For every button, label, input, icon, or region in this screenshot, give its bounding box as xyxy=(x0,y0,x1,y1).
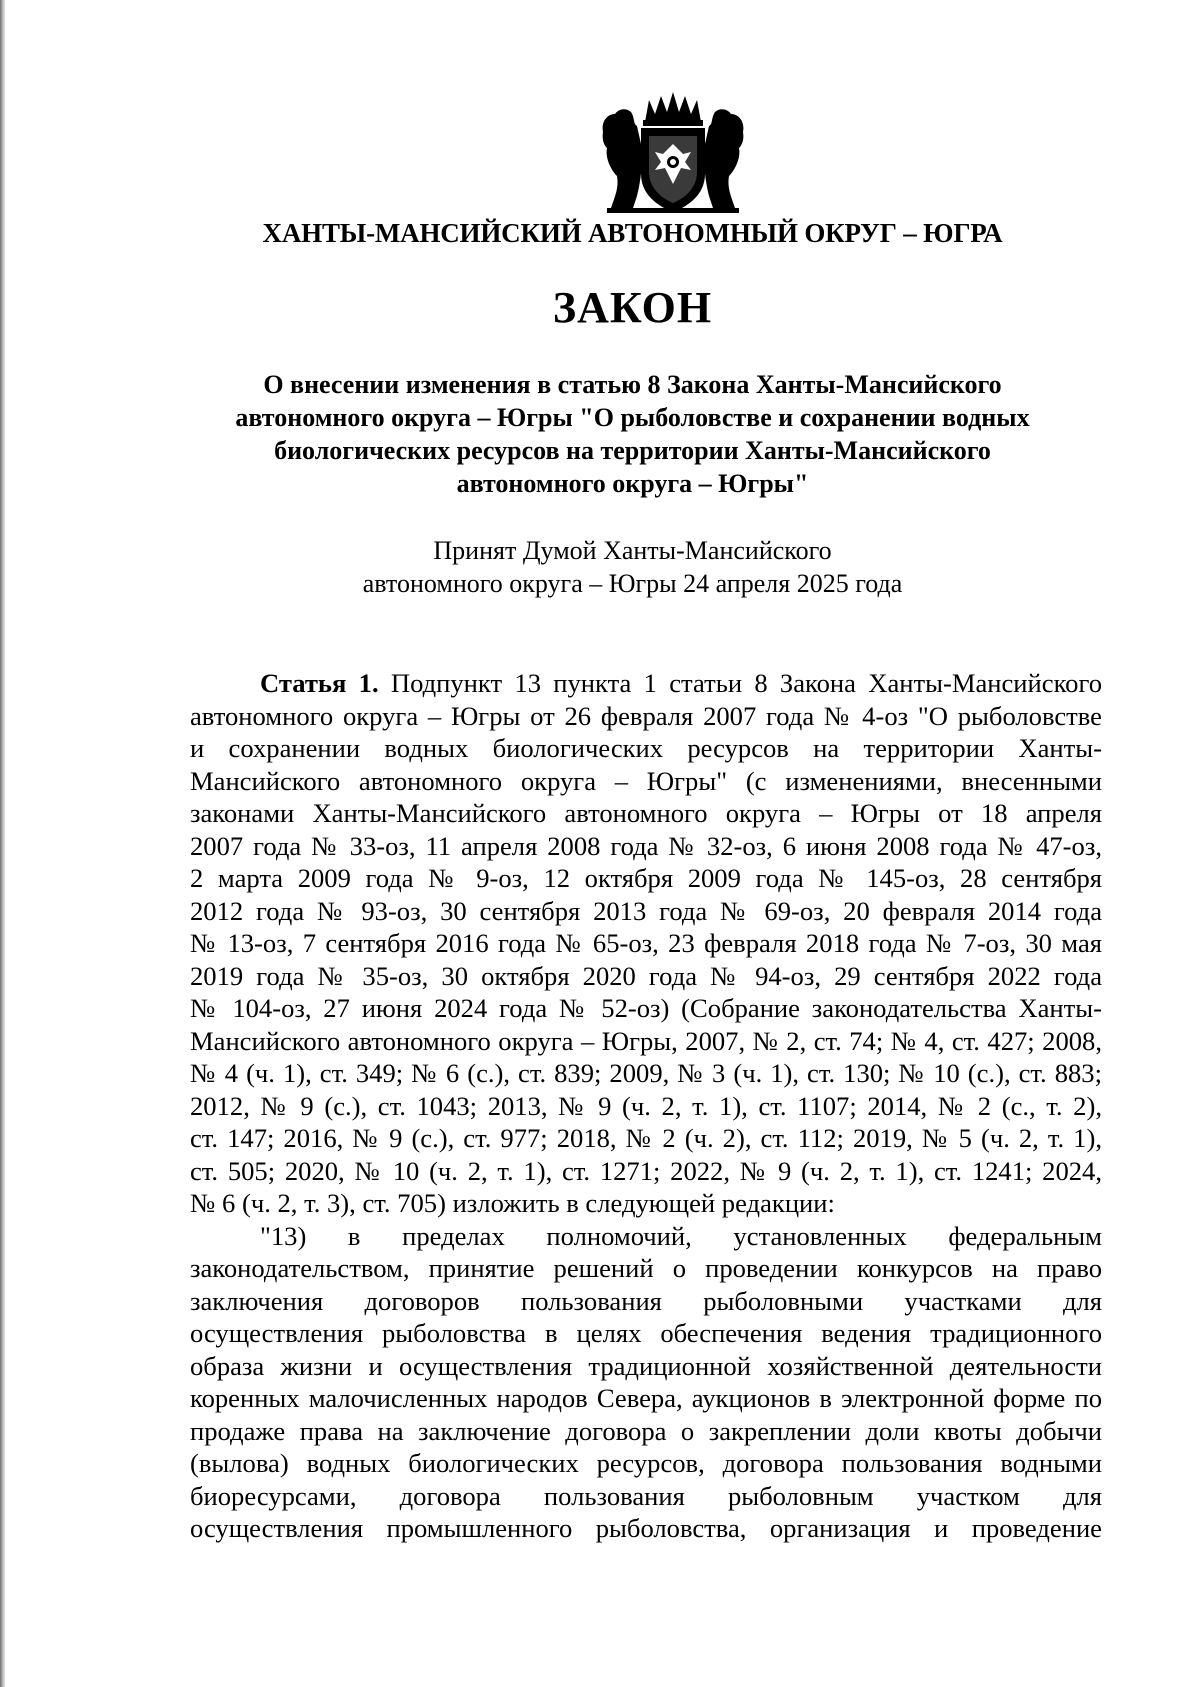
paragraph-line: осуществления промышленного рыболовства, организация и проведение xyxy=(190,1513,1102,1543)
paragraph-line: ст. 505; 2020, № 10 (ч. 2, т. 1), ст. 1271; 2022, № 9 (ч. 2, т. 1), ст. 1241; 2024, xyxy=(190,1155,1102,1186)
article-1-first-line-text: Подпункт 13 пункта 1 статьи 8 Закона Ханты-Мансийского xyxy=(390,668,1102,698)
paragraph-line: № 13-оз, 7 сентября 2016 года № 65-оз, 23 февраля 2018 года № 7-оз, 30 мая xyxy=(190,928,1102,958)
paragraph-line: биоресурсами, договора пользования рыболовным участком для xyxy=(190,1480,1102,1511)
subpoint-13-first-line: "13) в пределах полномочий, установленных федеральным xyxy=(260,1220,1102,1251)
paragraph-line: заключения договоров пользования рыболовными участками для xyxy=(190,1285,1102,1316)
document-type: ЗАКОН xyxy=(552,283,713,332)
paragraph-line: автономного округа – Югры от 26 февраля 2007 года № 4-оз "О рыболовстве xyxy=(190,700,1102,731)
article-1 xyxy=(190,667,1102,1545)
paragraph-line: (вылова) водных биологических ресурсов, договора пользования водными xyxy=(190,1448,1102,1478)
paragraph-line: 2012, № 9 (с.), ст. 1043; 2013, № 9 (ч. 2, т. 1), ст. 1107; 2014, № 2 (с., т. 2), xyxy=(190,1090,1102,1121)
paragraph-line: 2019 года № 35-оз, 30 октября 2020 года № 94-оз, 29 сентября 2022 года xyxy=(190,960,1102,991)
adoption-line: Принят Думой Ханты-Мансийского xyxy=(433,536,832,565)
article-label: Статья 1. xyxy=(260,668,379,698)
paragraph-line: образа жизни и осуществления традиционной хозяйственной деятельности xyxy=(190,1350,1102,1381)
law-title-line: автономного округа – Югры "О рыболовстве и сохранении водных xyxy=(235,403,1030,432)
paragraph-line: законодательством, принятие решений о проведении конкурсов на право xyxy=(190,1253,1102,1283)
law-title xyxy=(200,368,1065,500)
paragraph-line: ст. 147; 2016, № 9 (с.), ст. 977; 2018, № 2 (ч. 2), ст. 112; 2019, № 5 (ч. 2, т. 1), xyxy=(190,1123,1102,1153)
adoption-note xyxy=(200,534,1065,600)
paragraph-line: продаже права на заключение договора о закреплении доли квоты добычи xyxy=(190,1415,1102,1446)
paragraph-line: Мансийского автономного округа – Югры, 2007, № 2, ст. 74; № 4, ст. 427; 2008, xyxy=(190,1025,1102,1056)
law-title-line: автономного округа – Югры" xyxy=(456,469,809,498)
paragraph-line: № 104-оз, 27 июня 2024 года № 52-оз) (Собрание законодательства Ханты- xyxy=(190,993,1102,1023)
law-title-line: биологических ресурсов на территории Ханты-Мансийского xyxy=(274,436,991,465)
region-name: ХАНТЫ-МАНСИЙСКИЙ АВТОНОМНЫЙ ОКРУГ – ЮГРА xyxy=(262,218,1003,248)
paragraph-line: и сохранении водных биологических ресурсов на территории Ханты- xyxy=(190,733,1102,763)
article-1-first-line xyxy=(190,667,1102,700)
paragraph-line: 2 марта 2009 года № 9-оз, 12 октября 2009 года № 145-оз, 28 сентября xyxy=(190,863,1102,893)
law-title-line: О внесении изменения в статью 8 Закона Ханты-Мансийского xyxy=(263,370,1002,399)
adoption-line: автономного округа – Югры 24 апреля 2025 года xyxy=(362,569,903,598)
paragraph-line: 2007 года № 33-оз, 11 апреля 2008 года № 32-оз, 6 июня 2008 года № 47-оз, xyxy=(190,830,1102,861)
paragraph-line: 2012 года № 93-оз, 30 сентября 2013 года № 69-оз, 20 февраля 2014 года xyxy=(190,895,1102,926)
paragraph-line: Мансийского автономного округа – Югры" (с изменениями, внесенными xyxy=(190,765,1102,796)
paragraph-line: осуществления рыболовства в целях обеспечения ведения традиционного xyxy=(190,1318,1102,1348)
paragraph-line: законами Ханты-Мансийского автономного округа – Югры от 18 апреля xyxy=(190,798,1102,828)
coat-of-arms-icon xyxy=(597,92,749,214)
paragraph-line: № 6 (ч. 2, т. 3), ст. 705) изложить в следующей редакции: xyxy=(190,1188,835,1218)
paragraph-line: коренных малочисленных народов Севера, аукционов в электронной форме по xyxy=(190,1383,1102,1413)
paragraph-line: № 4 (ч. 1), ст. 349; № 6 (с.), ст. 839; 2009, № 3 (ч. 1), ст. 130; № 10 (с.), ст. 883; xyxy=(190,1058,1102,1088)
